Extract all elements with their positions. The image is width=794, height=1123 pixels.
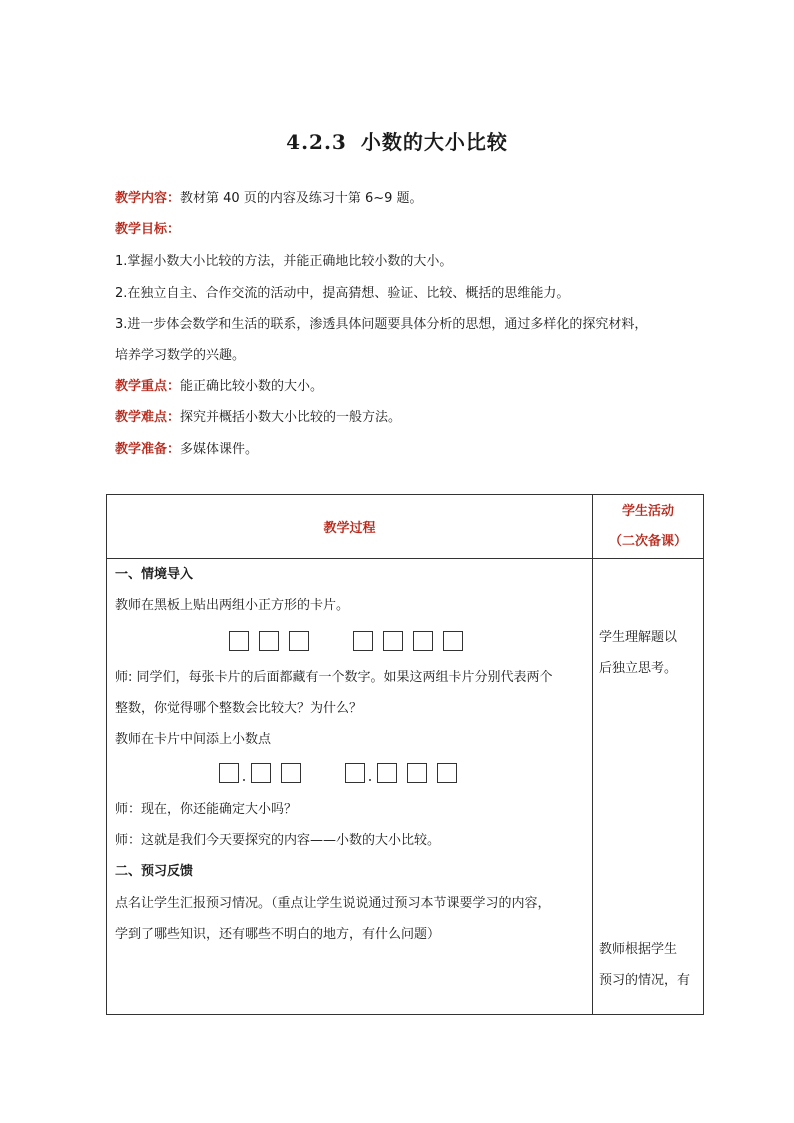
key-point-line [115,378,715,396]
section1-title: 一、情境导入 [115,567,194,582]
card-square [437,763,457,783]
side-note-1-line2: 后独立思考。 [599,661,678,676]
process-cell [107,559,593,1015]
goal-item-3: 3.进一步体会数学和生活的联系，渗透具体问题要具体分析的思想，通过多样化的探究材料， [115,317,648,332]
side-note-2-line2: 预习的情况，有 [599,973,691,988]
card-square [377,763,397,783]
side-note-1 [599,622,699,684]
card-square [259,631,279,651]
key-point-label: 教学重点： [115,379,181,394]
header-student-activity-line1: 学生活动 [621,504,674,519]
difficulty-label: 教学难点： [115,410,181,425]
card-square [229,631,249,651]
header-student-activity-line2: （二次备课） [608,534,687,549]
goal-item-2: 2.在独立自主、合作交流的活动中，提高猜想、验证、比较、概括的思维能力。 [115,286,570,301]
key-point-text: 能正确比较小数的大小。 [180,379,324,394]
card-square [289,631,309,651]
card-square [345,763,365,783]
student-activity-cell [593,559,704,1015]
prep-label: 教学准备： [115,442,181,457]
card-square [407,763,427,783]
side-note-2 [599,934,699,996]
content-label: 教学内容： [115,191,181,206]
card-group-decimals [219,763,467,783]
card-square [443,631,463,651]
content-line [115,190,715,208]
content-text: 教材第 40 页的内容及练习十第 6~9 题。 [180,191,423,206]
header-teaching-process: 教学过程 [107,495,593,559]
card-square [281,763,301,783]
goal-item-3-cont: 培养学习数学的兴趣。 [115,348,246,363]
prep-text: 多媒体课件。 [180,442,259,457]
prep-line [115,441,715,459]
title-text: 小数的大小比较 [360,130,508,154]
process-line-7: 点名让学生汇报预习情况。（重点让学生说说通过预习本节课要学习的内容， [115,896,551,911]
process-line-2: 师: 同学们，每张卡片的后面都藏有一个数字。如果这两组卡片分别代表两个 [115,670,553,685]
process-line-8: 学到了哪些知识，还有哪些不明白的地方，有什么问题） [115,927,441,942]
teaching-process-table [106,494,704,1015]
difficulty-text: 探究并概括小数大小比较的一般方法。 [180,410,402,425]
difficulty-line [115,409,715,427]
card-square [413,631,433,651]
card-square [219,763,239,783]
card-square [251,763,271,783]
process-line-4: 教师在卡片中间添上小数点 [115,732,272,747]
goals-label: 教学目标： [115,222,181,237]
section-number: 4.2.3 [286,130,347,154]
header-student-activity [593,495,704,559]
process-line-5: 师：现在，你还能确定大小吗？ [115,802,298,817]
card-square [353,631,373,651]
goals-label-line [115,221,715,239]
side-note-1-line1: 学生理解题以 [599,630,678,645]
card-square [383,631,403,651]
card-group-integers [229,631,473,651]
process-line-3: 整数，你觉得哪个整数会比较大？为什么？ [115,701,363,716]
side-note-2-line1: 教师根据学生 [599,942,678,957]
section2-title: 二、预习反馈 [115,864,194,879]
process-line-6: 师：这就是我们今天要探究的内容——小数的大小比较。 [115,833,441,848]
goal-item-1: 1.掌握小数大小比较的方法，并能正确地比较小数的大小。 [115,254,453,269]
process-line-1: 教师在黑板上贴出两组小正方形的卡片。 [115,598,350,613]
page-title [0,126,794,155]
decimal-point [369,763,373,783]
decimal-point [243,763,247,783]
